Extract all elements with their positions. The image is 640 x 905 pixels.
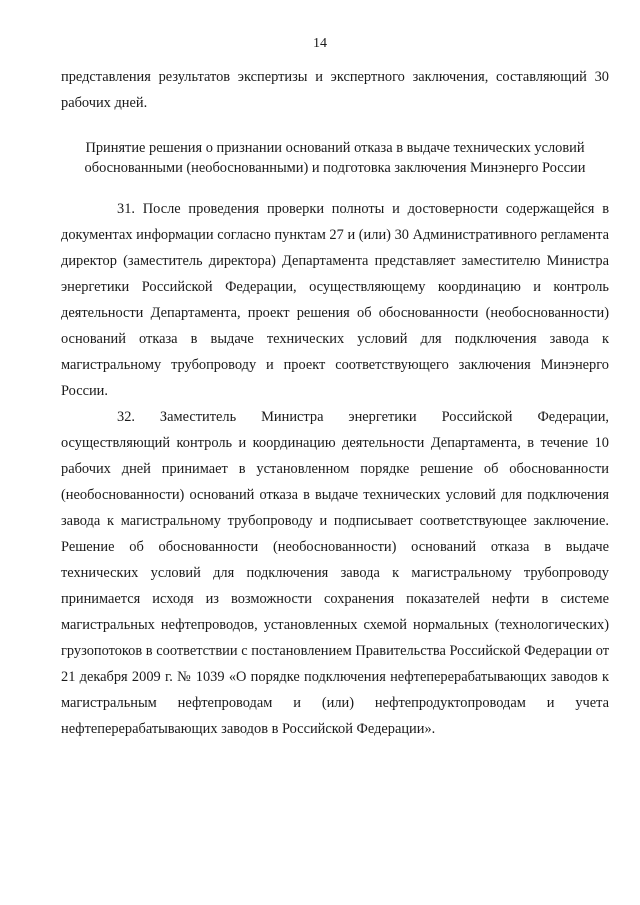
paragraph-31: 31. После проведения проверки полноты и достоверности содержащейся в документах информации согласно пунктам 27 и (или) 30 Административного регламента директор (заместитель директора) Департамента представляет заместителю Министра энергетики Российской Федерации, осуществляющему координацию и контроль деятельности Департамента, проект решения об обоснованности (необоснованности) оснований отказа в выдаче технических условий для подключения завода к магистральному трубопроводу и проект соответствующего заключения Минэнерго России. xyxy=(61,201,609,399)
section-heading-line-1: Принятие решения о признании оснований отказа в выдаче технических условий xyxy=(85,140,585,156)
document-body xyxy=(61,64,609,742)
page-number: 14 xyxy=(313,36,327,51)
section-heading xyxy=(61,138,609,178)
intro-paragraph: представления результатов экспертизы и экспертного заключения, составляющий 30 рабочих дней. xyxy=(61,69,609,111)
paragraph-32: 32. Заместитель Министра энергетики Российской Федерации, осуществляющий контроль и координацию деятельности Департамента, в течение 10 рабочих дней принимает в установленном порядке решение об обоснованности (необоснованности) оснований отказа в выдаче технических условий для подключения завода к магистральному трубопроводу и подписывает соответствующее заключение. Решение об обоснованности (необоснованности) оснований отказа в выдаче технических условий для подключения завода к магистральному трубопроводу принимается исходя из возможности сохранения показателей нефти в системе магистральных нефтепроводов, установленных схемой нормальных (технологических) грузопотоков в соответствии с постановлением Правительства Российской Федерации от 21 декабря 2009 г. № 1039 «О порядке подключения нефтеперерабатывающих заводов к магистральным нефтепроводам и (или) нефтепродуктопроводам и учета нефтеперерабатывающих заводов в Российской Федерации». xyxy=(61,409,609,737)
section-heading-line-2: обоснованными (необоснованными) и подготовка заключения Минэнерго России xyxy=(84,160,586,176)
